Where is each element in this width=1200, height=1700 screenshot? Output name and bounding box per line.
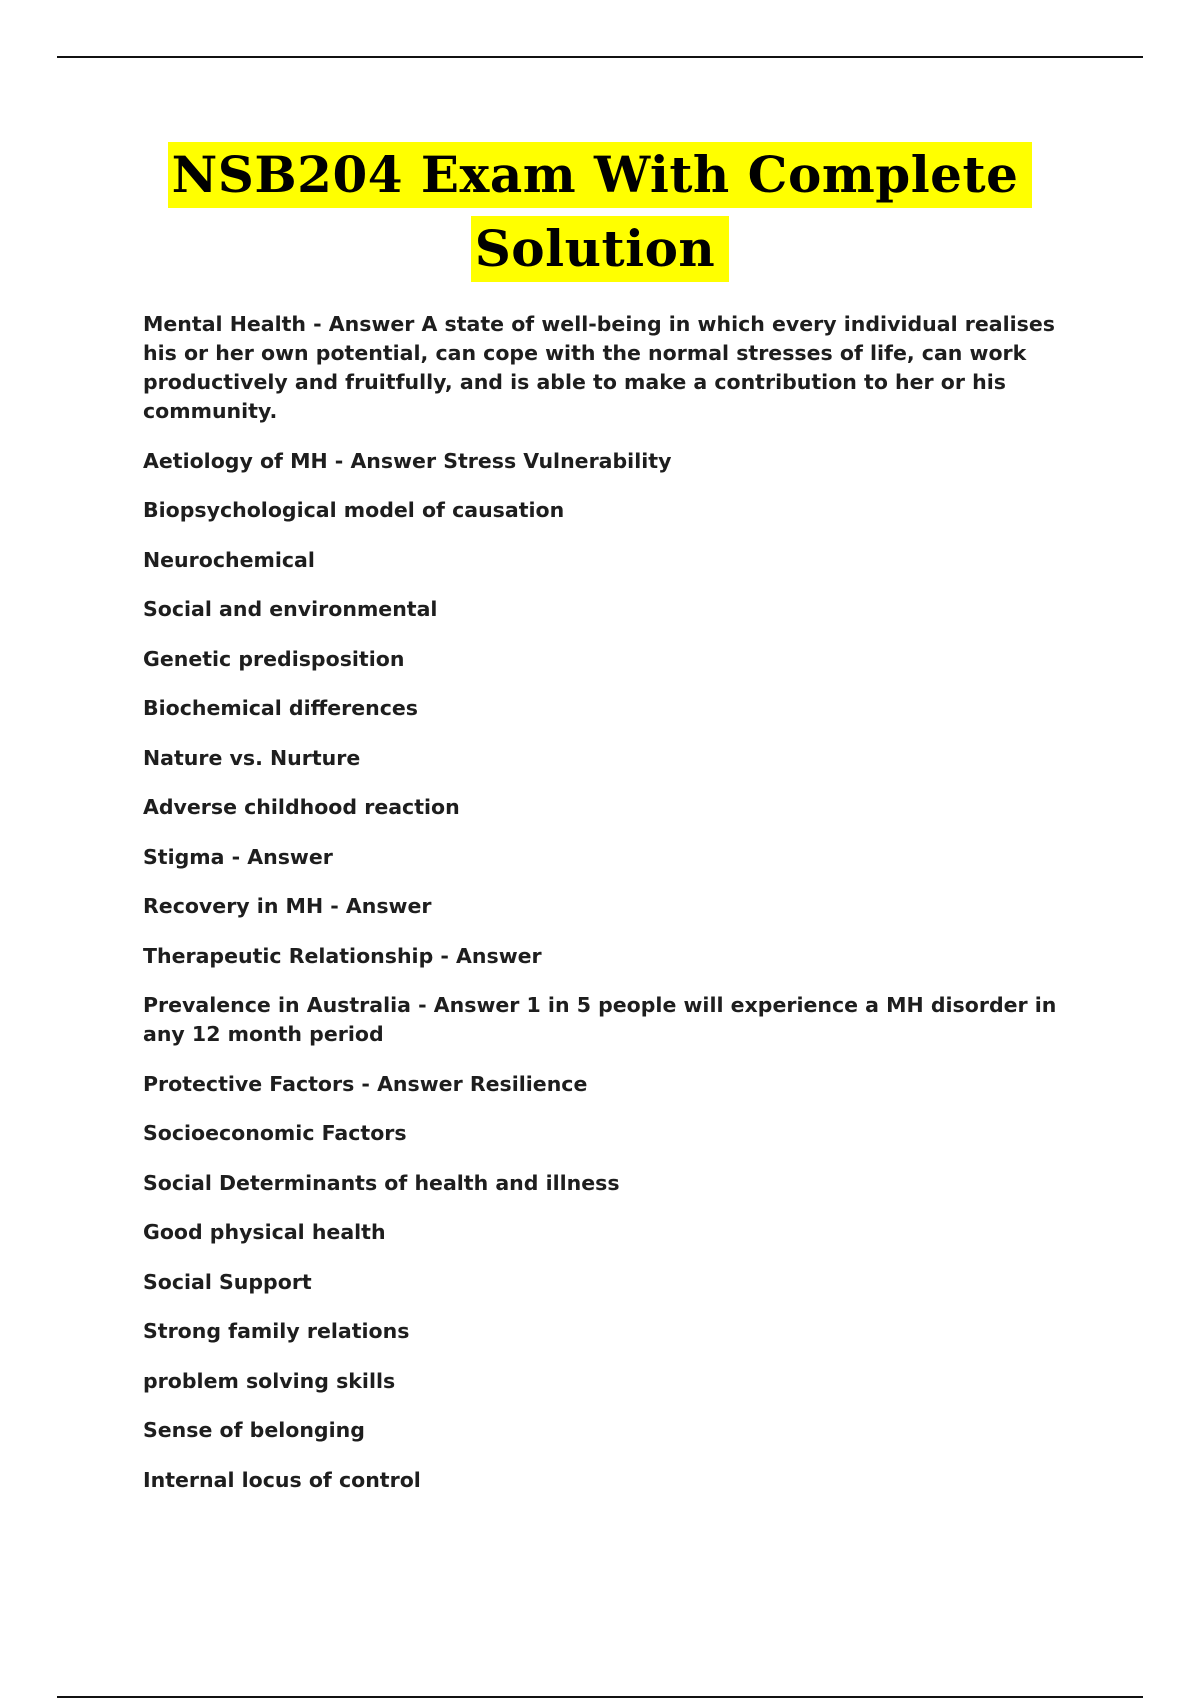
- title-line-2: [0, 216, 1200, 282]
- qa-entry-social-environmental: Social and environmental: [143, 597, 438, 621]
- bottom-rule: [57, 1696, 1143, 1698]
- qa-entry-stigma: Stigma - Answer: [143, 844, 333, 869]
- document-title: [0, 142, 1200, 282]
- qa-entry-belonging: Sense of belonging: [143, 1418, 365, 1442]
- qa-list: [143, 310, 1093, 1515]
- qa-entry-family-relations: Strong family relations: [143, 1319, 410, 1343]
- qa-entry-physical-health: Good physical health: [143, 1220, 386, 1244]
- qa-entry-genetic: Genetic predisposition: [143, 646, 405, 671]
- qa-entry-recovery: Recovery in MH - Answer: [143, 894, 432, 918]
- qa-entry-prevalence: Prevalence in Australia - Answer 1 in 5 people will experience a MH disorder in any 12 month period: [143, 993, 1057, 1046]
- qa-entry-neurochemical: Neurochemical: [143, 547, 315, 572]
- qa-entry-biopsychological: Biopsychological model of causation: [143, 498, 565, 522]
- qa-entry-therapeutic: Therapeutic Relationship - Answer: [143, 943, 542, 968]
- qa-entry-social-support: Social Support: [143, 1269, 312, 1294]
- qa-entry-aetiology: Aetiology of MH - Answer Stress Vulnerability: [143, 448, 672, 473]
- qa-entry-socioeconomic: Socioeconomic Factors: [143, 1121, 407, 1145]
- qa-entry-adverse-childhood: Adverse childhood reaction: [143, 795, 460, 819]
- qa-entry-mental-health: Mental Health - Answer A state of well-being in which every individual realises his or her own potential, can cope with the normal stresses of life, can work productively and fruitfully, and is able to make a contribution to her or his community.: [143, 312, 1055, 423]
- title-text-line-1: NSB204 Exam With Complete: [168, 142, 1033, 208]
- qa-entry-problem-solving: problem solving skills: [143, 1368, 396, 1393]
- top-rule: [57, 56, 1143, 58]
- qa-entry-locus-control: Internal locus of control: [143, 1467, 421, 1492]
- qa-entry-biochemical: Biochemical differences: [143, 696, 418, 720]
- title-line-1: [0, 142, 1200, 208]
- qa-entry-social-determinants: Social Determinants of health and illness: [143, 1170, 620, 1195]
- qa-entry-protective: Protective Factors - Answer Resilience: [143, 1071, 588, 1096]
- qa-entry-nature-nurture: Nature vs. Nurture: [143, 745, 361, 770]
- title-text-line-2: Solution: [471, 216, 730, 282]
